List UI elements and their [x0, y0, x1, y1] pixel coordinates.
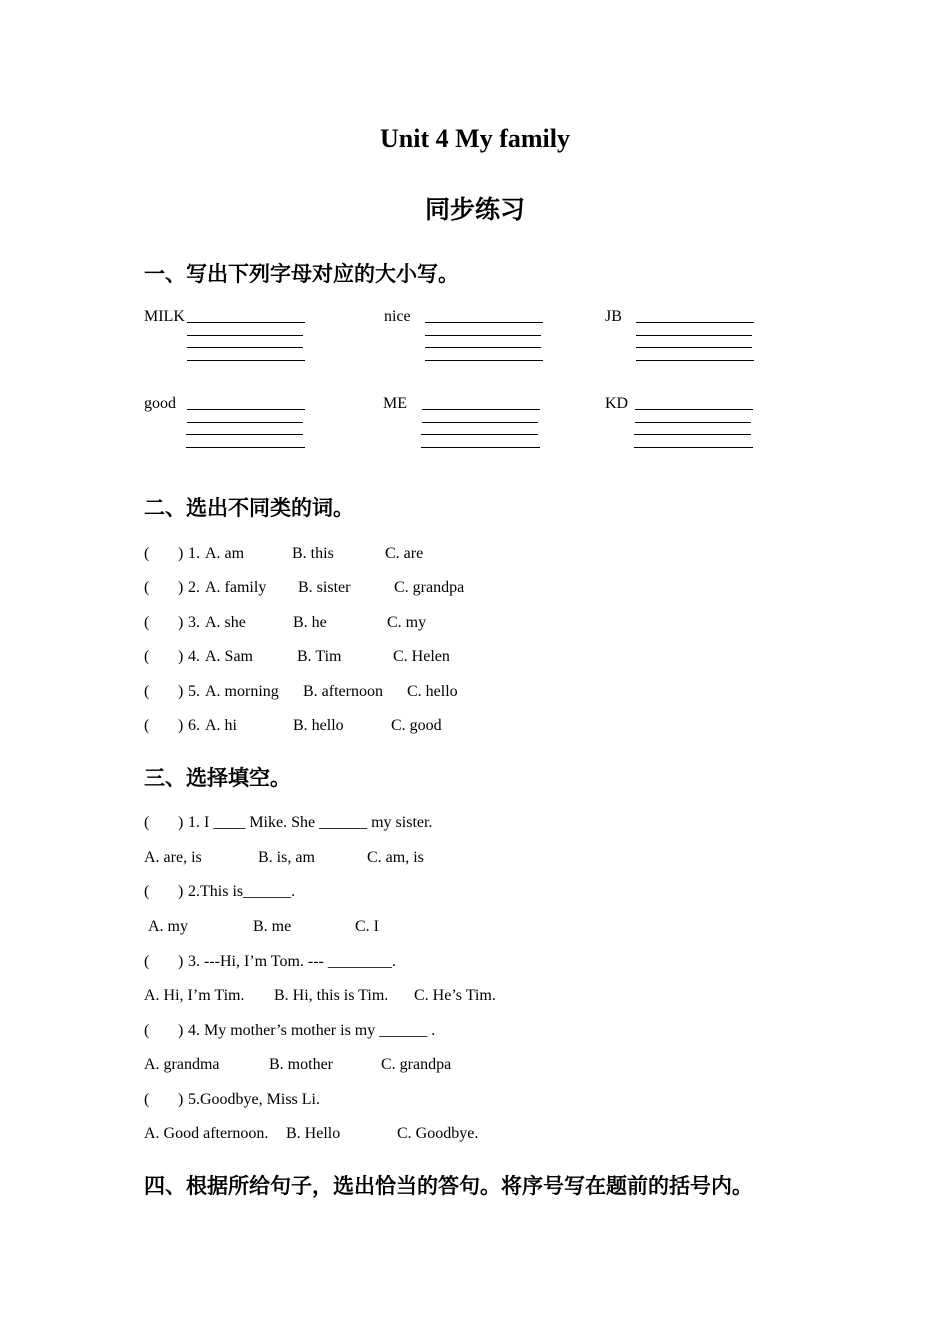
letter-word-kd: KD: [605, 395, 629, 412]
option-a: A. Good afternoon.: [144, 1125, 269, 1142]
option-a: A. am: [205, 545, 245, 562]
answer-paren-open[interactable]: (: [144, 1022, 150, 1039]
answer-paren-close: ): [178, 545, 184, 562]
answer-line[interactable]: [425, 322, 543, 323]
option-b: B. Hello: [286, 1125, 341, 1142]
answer-paren-close: ): [178, 953, 184, 970]
option-c: C. grandpa: [381, 1056, 452, 1073]
option-b: B. is, am: [258, 849, 315, 866]
option-c: C. hello: [407, 683, 458, 700]
option-c: C. I: [355, 918, 379, 935]
answer-paren-close: ): [178, 1022, 184, 1039]
question-number: 1.: [188, 545, 200, 562]
option-b: B. this: [292, 545, 334, 562]
letter-word-good: good: [144, 395, 176, 412]
letter-word-milk: MILK: [144, 308, 185, 325]
option-b: B. he: [293, 614, 327, 631]
answer-paren-close: ): [178, 1091, 184, 1108]
answer-line[interactable]: [422, 409, 540, 410]
question-number: 6.: [188, 717, 200, 734]
answer-paren-open[interactable]: (: [144, 717, 150, 734]
answer-line[interactable]: [636, 322, 754, 323]
answer-line[interactable]: [422, 422, 538, 423]
option-c: C. am, is: [367, 849, 424, 866]
answer-paren-close: ): [178, 683, 184, 700]
option-a: A. hi: [205, 717, 237, 734]
letter-word-nice: nice: [384, 308, 411, 325]
question-text: 5.Goodbye, Miss Li.: [188, 1091, 320, 1108]
answer-paren-open[interactable]: (: [144, 683, 150, 700]
option-a: A. Hi, I’m Tim.: [144, 987, 245, 1004]
question-number: 2.: [188, 579, 200, 596]
answer-line[interactable]: [186, 434, 303, 435]
answer-paren-open[interactable]: (: [144, 953, 150, 970]
answer-paren-open[interactable]: (: [144, 1091, 150, 1108]
section4-heading: 四、根据所给句子，选出恰当的答句。将序号写在题前的括号内。: [144, 1174, 753, 1198]
question-number: 4.: [188, 648, 200, 665]
answer-paren-open[interactable]: (: [144, 545, 150, 562]
option-c: C. Helen: [393, 648, 450, 665]
section2-heading: 二、选出不同类的词。: [144, 496, 354, 520]
answer-line[interactable]: [636, 360, 754, 361]
option-a: A. are, is: [144, 849, 202, 866]
answer-line[interactable]: [187, 422, 303, 423]
section3-heading: 三、选择填空。: [144, 766, 291, 790]
option-a: A. morning: [205, 683, 279, 700]
option-b: B. Hi, this is Tim.: [274, 987, 389, 1004]
answer-line[interactable]: [636, 335, 752, 336]
answer-line[interactable]: [421, 447, 540, 448]
answer-line[interactable]: [425, 360, 543, 361]
answer-paren-close: ): [178, 814, 184, 831]
letter-word-jb: JB: [605, 308, 622, 325]
answer-line[interactable]: [634, 447, 753, 448]
option-a: A. Sam: [205, 648, 253, 665]
answer-line[interactable]: [634, 434, 751, 435]
question-text: 3. ---Hi, I’m Tom. --- ________.: [188, 953, 396, 970]
answer-line[interactable]: [187, 322, 305, 323]
answer-line[interactable]: [636, 347, 752, 348]
answer-paren-close: ): [178, 883, 184, 900]
option-b: B. Tim: [297, 648, 342, 665]
answer-line[interactable]: [425, 335, 541, 336]
question-text: 2.This is______.: [188, 883, 296, 900]
answer-paren-close: ): [178, 648, 184, 665]
option-a: A. my: [148, 918, 188, 935]
question-text: 1. I ____ Mike. She ______ my sister.: [188, 814, 433, 831]
answer-line[interactable]: [635, 422, 751, 423]
answer-paren-close: ): [178, 614, 184, 631]
answer-line[interactable]: [421, 434, 538, 435]
question-number: 3.: [188, 614, 200, 631]
answer-paren-close: ): [178, 579, 184, 596]
option-b: B. me: [253, 918, 292, 935]
answer-paren-open[interactable]: (: [144, 614, 150, 631]
letter-word-me: ME: [383, 395, 407, 412]
option-c: C. Goodbye.: [397, 1125, 479, 1142]
question-number: 5.: [188, 683, 200, 700]
option-a: A. she: [205, 614, 246, 631]
answer-line[interactable]: [187, 409, 305, 410]
option-b: B. hello: [293, 717, 344, 734]
page-title: Unit 4 My family: [380, 124, 570, 153]
option-a: A. family: [205, 579, 267, 596]
answer-line[interactable]: [635, 409, 753, 410]
option-c: C. He’s Tim.: [414, 987, 496, 1004]
question-text: 4. My mother’s mother is my ______ .: [188, 1022, 436, 1039]
answer-paren-open[interactable]: (: [144, 814, 150, 831]
answer-paren-close: ): [178, 717, 184, 734]
option-b: B. afternoon: [303, 683, 383, 700]
option-c: C. my: [387, 614, 427, 631]
option-b: B. sister: [298, 579, 351, 596]
option-b: B. mother: [269, 1056, 333, 1073]
answer-line[interactable]: [187, 335, 303, 336]
answer-paren-open[interactable]: (: [144, 648, 150, 665]
answer-line[interactable]: [425, 347, 541, 348]
option-c: C. good: [391, 717, 442, 734]
answer-line[interactable]: [187, 360, 305, 361]
page-subtitle: 同步练习: [424, 195, 525, 224]
option-a: A. grandma: [144, 1056, 220, 1073]
option-c: C. grandpa: [394, 579, 465, 596]
option-c: C. are: [385, 545, 424, 562]
answer-line[interactable]: [187, 347, 303, 348]
answer-paren-open[interactable]: (: [144, 883, 150, 900]
answer-paren-open[interactable]: (: [144, 579, 150, 596]
answer-line[interactable]: [186, 447, 305, 448]
section1-heading: 一、写出下列字母对应的大小写。: [144, 262, 459, 286]
